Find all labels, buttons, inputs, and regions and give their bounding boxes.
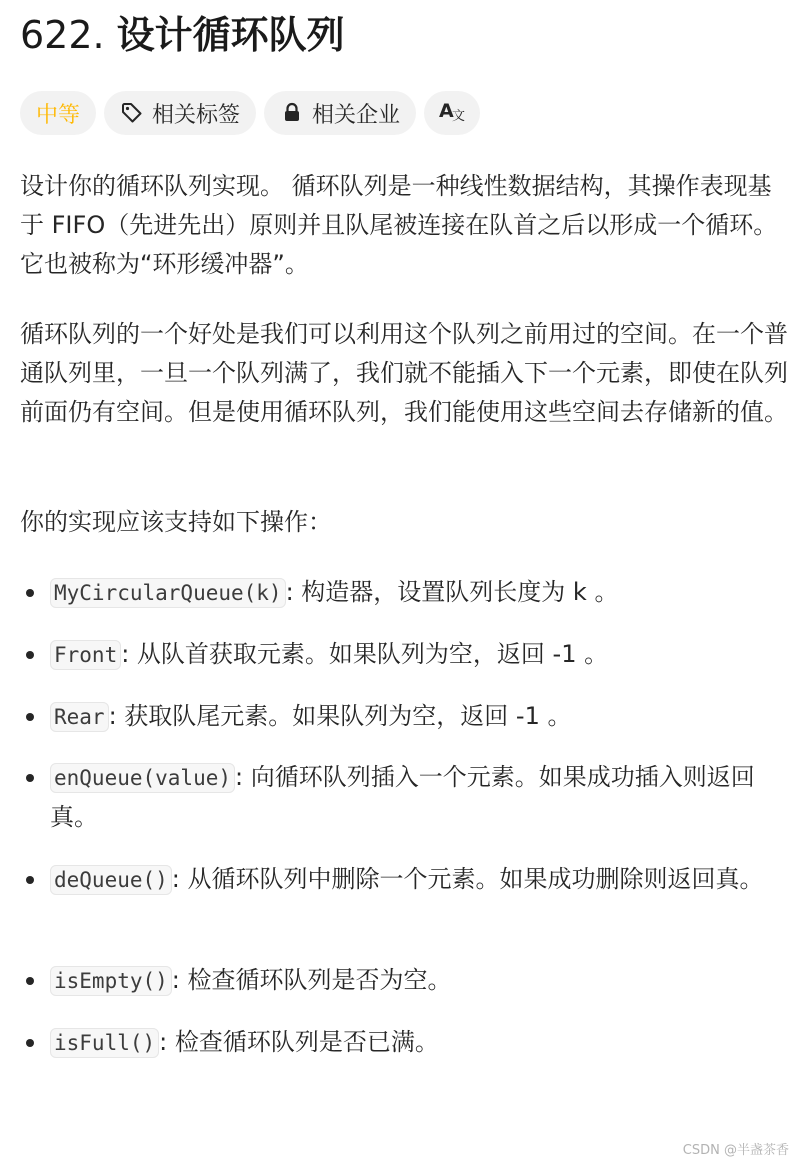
operation-code: MyCircularQueue(k) bbox=[50, 578, 286, 608]
watermark: CSDN @半盏茶香 bbox=[682, 1143, 789, 1158]
related-companies-button[interactable] bbox=[264, 91, 416, 135]
list-bullet bbox=[26, 651, 34, 659]
list-item bbox=[20, 573, 788, 613]
tag-bar bbox=[20, 91, 480, 135]
list-item bbox=[20, 635, 788, 675]
list-item bbox=[20, 961, 788, 1001]
operation-code: Front bbox=[50, 640, 121, 670]
list-bullet bbox=[26, 774, 34, 782]
difficulty-label: 中等 bbox=[36, 102, 81, 128]
problem-title: 设计循环队列 bbox=[116, 13, 345, 57]
list-bullet bbox=[26, 713, 34, 721]
list-item bbox=[20, 860, 788, 900]
lock-icon bbox=[280, 101, 304, 125]
operation-code: Rear bbox=[50, 702, 109, 732]
operation-code: deQueue() bbox=[50, 865, 172, 895]
description-paragraph-3: 你的实现应该支持如下操作： bbox=[20, 508, 332, 536]
list-bullet bbox=[26, 1039, 34, 1047]
list-item bbox=[20, 1023, 788, 1063]
operation-description: : 从队首获取元素。如果队列为空，返回 -1 。 bbox=[121, 640, 609, 668]
operation-code: enQueue(value) bbox=[50, 763, 235, 793]
operation-code: isFull() bbox=[50, 1028, 159, 1058]
operation-description: : 向循环队列插入一个元素。如果成功插入则返回真。 bbox=[50, 763, 755, 831]
operation-description: : 检查循环队列是否为空。 bbox=[171, 966, 452, 994]
related-topics-label: 相关标签 bbox=[152, 102, 241, 128]
operation-description: : 获取队尾元素。如果队列为空，返回 -1 。 bbox=[108, 702, 572, 730]
description-paragraph-1: 设计你的循环队列实现。 循环队列是一种线性数据结构，其操作表现基于 FIFO（先进先出）原则并且队尾被连接在队首之后以形成一个循环。它也被称为“环形缓冲器”。 bbox=[20, 172, 778, 278]
related-companies-label: 相关企业 bbox=[312, 102, 401, 128]
description-paragraph-2: 循环队列的一个好处是我们可以利用这个队列之前用过的空间。在一个普通队列里，一旦一个队列满了，我们就不能插入下一个元素，即使在队列前面仍有空间。但是使用循环队列，我们能使用这些空间去存储新的值。 bbox=[20, 320, 788, 426]
difficulty-badge[interactable] bbox=[20, 91, 96, 135]
operation-description: : 检查循环队列是否已满。 bbox=[159, 1028, 439, 1056]
svg-text:文: 文 bbox=[452, 109, 466, 122]
list-bullet bbox=[26, 977, 34, 985]
operation-description: : 构造器，设置队列长度为 k 。 bbox=[285, 578, 619, 606]
translate-button[interactable] bbox=[424, 91, 480, 135]
operation-description: : 从循环队列中删除一个元素。如果成功删除则返回真。 bbox=[171, 865, 764, 893]
list-bullet bbox=[26, 876, 34, 884]
svg-text:A: A bbox=[439, 100, 454, 122]
page-title bbox=[20, 10, 345, 60]
related-topics-button[interactable] bbox=[104, 91, 256, 135]
translate-icon bbox=[438, 98, 466, 128]
operation-code: isEmpty() bbox=[50, 966, 172, 996]
list-item bbox=[20, 758, 788, 837]
problem-number: 622. bbox=[20, 13, 105, 57]
list-item bbox=[20, 697, 788, 737]
tag-icon bbox=[120, 101, 144, 125]
list-bullet bbox=[26, 589, 34, 597]
